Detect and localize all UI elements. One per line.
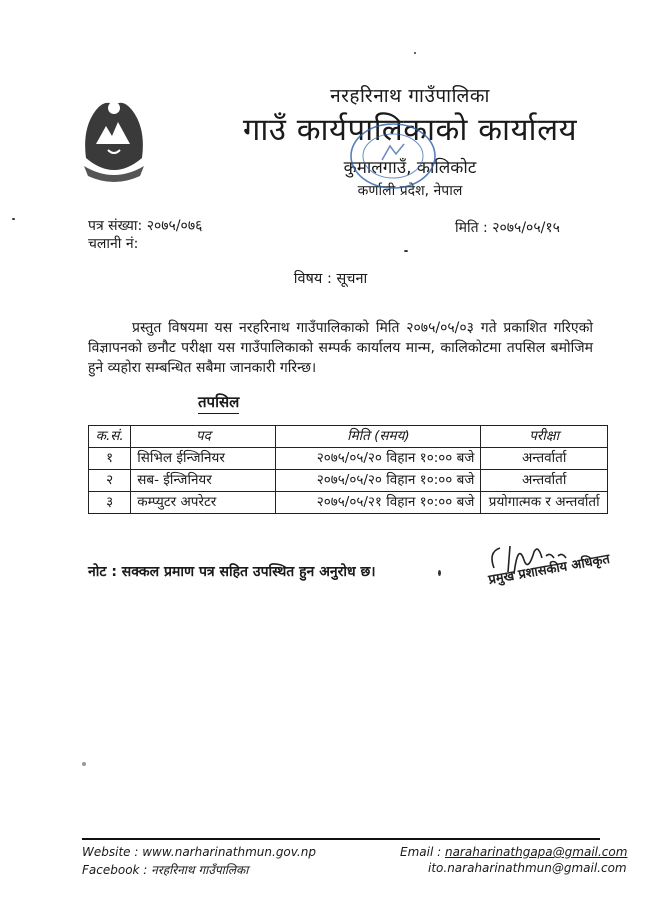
header-serial: क.सं. — [89, 426, 131, 448]
table-header-row — [89, 426, 608, 448]
row-exam: अन्तर्वार्ता — [481, 470, 608, 492]
scan-speck — [404, 250, 408, 252]
footer-website — [82, 845, 316, 859]
row-serial: ३ — [89, 492, 131, 514]
nepal-emblem-icon — [78, 88, 150, 188]
row-serial: २ — [89, 470, 131, 492]
row-post: कम्प्युटर अपरेटर — [131, 492, 276, 514]
scan-speck — [12, 218, 15, 220]
scan-speck — [438, 570, 441, 576]
row-post: सब- ईन्जिनियर — [131, 470, 276, 492]
website-label: Website : — [82, 845, 143, 859]
row-post: सिभिल ईन्जिनियर — [131, 448, 276, 470]
website-link[interactable]: www.narharinathmun.gov.np — [142, 845, 316, 859]
facebook-link[interactable]: नरहरिनाथ गाउँपालिका — [151, 863, 249, 877]
row-datetime: २०७५/०५/२० विहान १०:०० बजे — [276, 470, 481, 492]
dispatch-number: चलानी नं: — [88, 236, 139, 252]
signatory-title: प्रमुख प्रशासकीय अधिकृत — [487, 551, 611, 588]
footer-facebook — [82, 861, 248, 878]
footer-email-secondary[interactable]: ito.naraharinathmun@gmail.com — [428, 861, 627, 875]
table-row — [89, 470, 608, 492]
email-link[interactable]: naraharinathgapa@gmail.com — [444, 845, 628, 859]
exam-schedule-table — [88, 425, 608, 514]
letter-date: मिति : २०७५/०५/१५ — [455, 220, 560, 236]
scan-speck — [414, 52, 416, 54]
row-serial: १ — [89, 448, 131, 470]
row-datetime: २०७५/०५/२० विहान १०:०० बजे — [276, 448, 481, 470]
footer-divider — [82, 838, 600, 840]
header-datetime: मिति (समय) — [276, 426, 481, 448]
official-stamp-icon — [348, 120, 438, 192]
scan-speck — [82, 762, 86, 766]
letter-number: पत्र संख्या: २०७५/०७६ — [88, 218, 203, 234]
footer-email — [400, 845, 627, 859]
office-name: गाउँ कार्यपालिकाको कार्यालय — [242, 112, 578, 148]
header-post: पद — [131, 426, 276, 448]
row-exam: प्रयोगात्मक र अन्तर्वार्ता — [481, 492, 608, 514]
notice-body: प्रस्तुत विषयमा यस नरहरिनाथ गाउँपालिकाको मिति २०७५/०५/०३ गते प्रकाशित गरिएको विज्ञापनको छनौट परीक्षा यस गाउँपालिकाको सम्पर्क कार्यालय मान्म, कालिकोटमा तपसिल बमोजिम हुने व्यहोरा सम्बन्धित सबैमा जानकारी गरिन्छ। — [88, 320, 593, 376]
province-line: कर्णाली प्रदेश, नेपाल — [357, 183, 463, 199]
subject-line: विषय : सूचना — [293, 271, 368, 287]
municipality-name: नरहरिनाथ गाउँपालिका — [330, 85, 490, 107]
row-exam: अन्तर्वार्ता — [481, 448, 608, 470]
header-exam: परीक्षा — [481, 426, 608, 448]
table-row — [89, 492, 608, 514]
facebook-label: Facebook : — [82, 863, 152, 877]
details-heading: तपसिल — [198, 392, 239, 414]
row-datetime: २०७५/०५/२१ विहान १०:०० बजे — [276, 492, 481, 514]
note-line: नोट : सक्कल प्रमाण पत्र सहित उपस्थित हुन अनुरोध छ। — [88, 564, 376, 580]
email-label: Email : — [400, 845, 445, 859]
office-address: कुमालगाउँ, कालिकोट — [343, 158, 477, 178]
table-row — [89, 448, 608, 470]
